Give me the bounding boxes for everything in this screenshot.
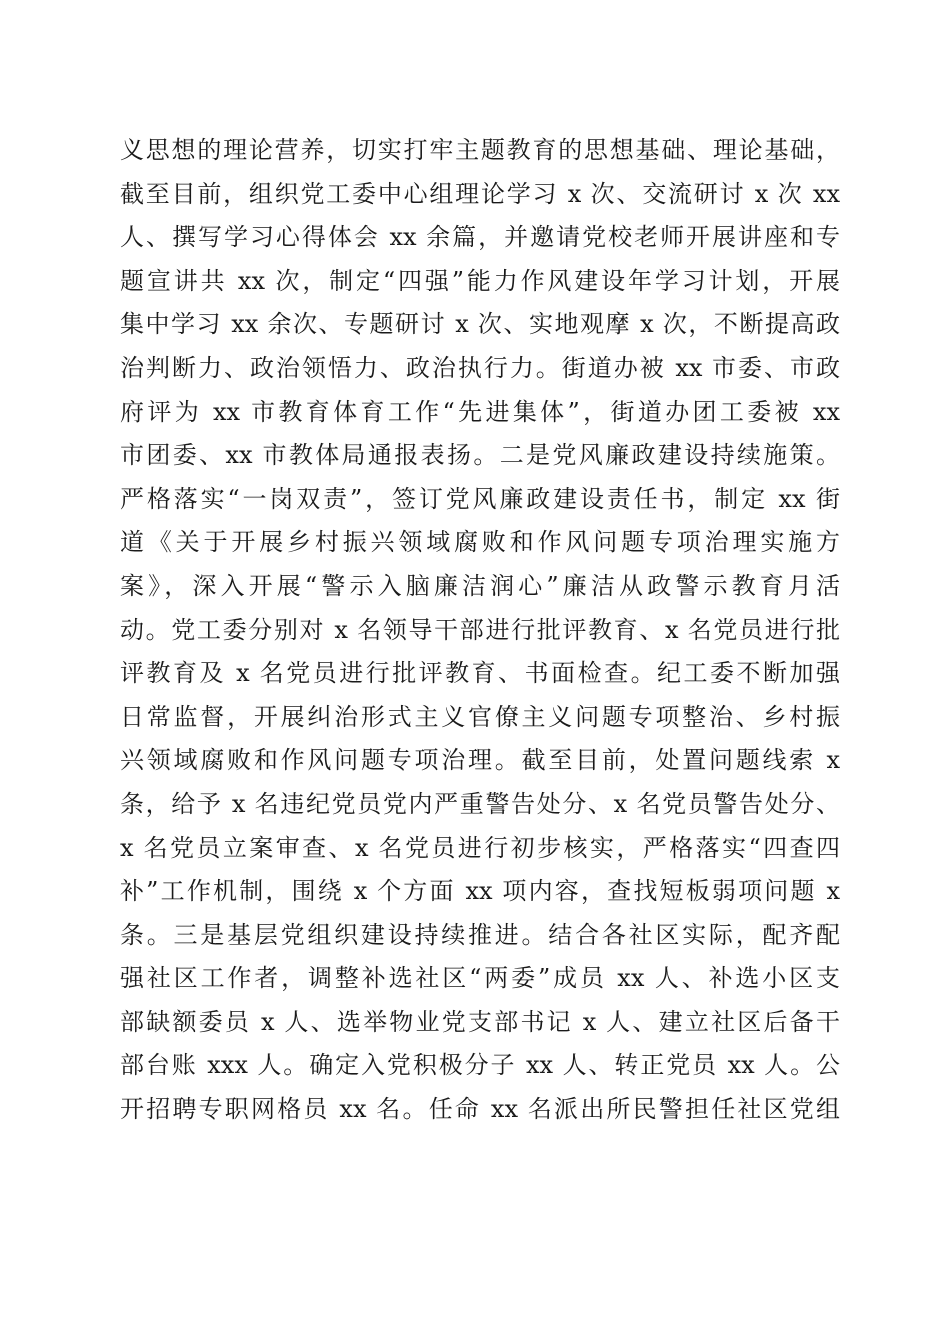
text-line: 市团委、xx 市教体局通报表扬。二是党风廉政建设持续施策。 <box>120 441 840 470</box>
text-line: 义思想的理论营养，切实打牢主题教育的思想基础、理论基础， <box>120 136 840 164</box>
text-line: 评教育及 x 名党员进行批评教育、书面检查。纪工委不断加强 <box>120 659 840 688</box>
text-line: 府评为 xx 市教育体育工作“先进集体”，街道办团工委被 xx <box>120 397 840 426</box>
text-line: 人、撰写学习心得体会 xx 余篇，并邀请党校老师开展讲座和专 <box>120 223 840 252</box>
text-line: 补”工作机制，围绕 x 个方面 xx 项内容，查找短板弱项问题 x <box>120 877 840 906</box>
text-line: 条。三是基层党组织建设持续推进。结合各社区实际，配齐配 <box>120 920 840 949</box>
text-line: 治判断力、政治领悟力、政治执行力。街道办被 xx 市委、市政 <box>120 353 840 382</box>
text-line: 案》，深入开展“警示入脑廉洁润心”廉洁从政警示教育月活 <box>120 571 840 600</box>
text-line: x 名党员立案审查、x 名党员进行初步核实，严格落实“四查四 <box>120 833 840 862</box>
text-line: 开招聘专职网格员 xx 名。任命 xx 名派出所民警担任社区党组 <box>120 1095 840 1124</box>
text-line: 集中学习 xx 余次、专题研讨 x 次、实地观摩 x 次，不断提高政 <box>120 310 840 339</box>
text-line: 条，给予 x 名违纪党员党内严重警告处分、x 名党员警告处分、 <box>120 789 840 818</box>
text-line: 兴领域腐败和作风问题专项治理。截至目前，处置问题线索 x <box>120 746 840 775</box>
text-line: 部台账 xxx 人。确定入党积极分子 xx 人、转正党员 xx 人。公 <box>120 1051 840 1080</box>
text-line: 强社区工作者，调整补选社区“两委”成员 xx 人、补选小区支 <box>120 964 840 993</box>
text-line: 截至目前，组织党工委中心组理论学习 x 次、交流研讨 x 次 xx <box>120 179 840 208</box>
text-line: 道《关于开展乡村振兴领域腐败和作风问题专项治理实施方 <box>120 528 840 557</box>
text-line: 题宣讲共 xx 次，制定“四强”能力作风建设年学习计划，开展 <box>120 266 840 295</box>
text-line: 日常监督，开展纠治形式主义官僚主义问题专项整治、乡村振 <box>120 702 840 731</box>
text-line: 严格落实“一岗双责”，签订党风廉政建设责任书，制定 xx 街 <box>120 484 840 513</box>
text-line: 动。党工委分别对 x 名领导干部进行批评教育、x 名党员进行批 <box>120 615 840 644</box>
text-line: 部缺额委员 x 人、选举物业党支部书记 x 人、建立社区后备干 <box>120 1007 840 1036</box>
body-paragraph <box>120 129 840 1132</box>
